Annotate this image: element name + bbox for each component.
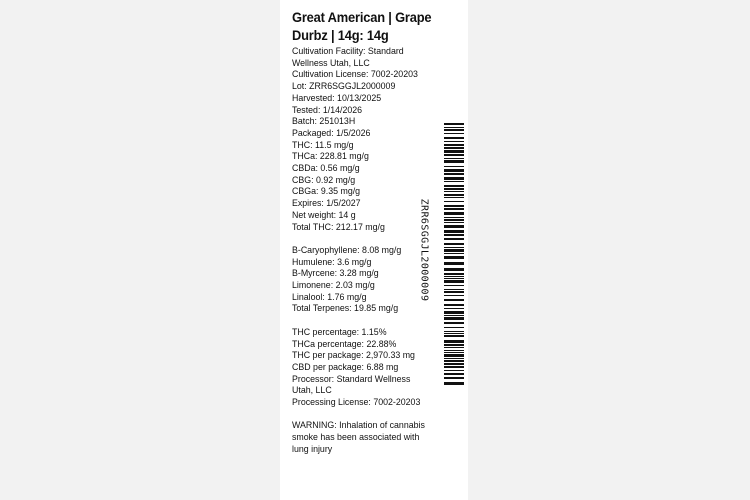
barcode-bar — [444, 347, 464, 348]
barcode-bar — [444, 352, 464, 353]
barcode-bar — [444, 173, 464, 175]
label-detail-line: Cultivation License: 7002-20203 — [292, 68, 418, 80]
barcode-bar — [444, 243, 464, 245]
barcode-bar — [444, 289, 464, 290]
barcode-bar — [444, 304, 464, 306]
barcode-bar — [444, 169, 464, 172]
label-detail-line: Wellness Utah, LLC — [292, 56, 370, 68]
label-detail-line: Utah, LLC — [292, 384, 332, 396]
barcode-bar — [444, 354, 464, 357]
barcode-bar — [444, 253, 464, 254]
barcode-bar — [444, 366, 464, 368]
barcode-bar — [444, 382, 464, 385]
barcode-bar — [444, 133, 464, 134]
label-detail-line: B-Caryophyllene: 8.08 mg/g — [292, 243, 402, 255]
barcode-bar — [444, 308, 464, 309]
barcode-bar — [444, 197, 464, 198]
barcode-bar — [444, 262, 464, 265]
barcode-bar — [444, 194, 464, 196]
barcode-bar — [444, 331, 464, 332]
barcode-bar — [444, 363, 464, 365]
label-detail-line: THC percentage: 1.15% — [292, 325, 387, 337]
barcode-bar — [444, 327, 464, 328]
label-detail-line: Batch: 251013H — [292, 115, 356, 127]
label-detail-line: CBD per package: 6.88 mg — [292, 360, 399, 372]
barcode-bar — [444, 291, 464, 293]
barcode-bar — [444, 377, 464, 379]
barcode-bar — [444, 317, 464, 320]
label-detail-line: Linalool: 1.76 mg/g — [292, 290, 367, 302]
barcode-bar — [444, 234, 464, 236]
barcode-bar — [444, 350, 464, 351]
label-detail-line: B-Myrcene: 3.28 mg/g — [292, 267, 379, 279]
barcode-bar — [444, 123, 464, 125]
product-label — [280, 0, 468, 500]
label-detail-line: Limonene: 2.03 mg/g — [292, 279, 375, 291]
barcode-bar — [444, 276, 464, 277]
barcode-bar — [444, 185, 464, 187]
label-detail-line: Net weight: 14 g — [292, 208, 356, 220]
barcode-bars — [444, 123, 464, 385]
barcode-bar — [444, 225, 464, 228]
product-title — [292, 8, 448, 44]
barcode-bar — [444, 230, 464, 233]
label-detail-line: Processor: Standard Wellness — [292, 372, 411, 384]
barcode-bar — [444, 158, 464, 159]
label-detail-line: Total THC: 212.17 mg/g — [292, 220, 385, 232]
label-detail-line: THCa percentage: 22.88% — [292, 337, 397, 349]
label-detail-line: Lot: ZRR6SGGJL2000009 — [292, 80, 396, 92]
barcode-bar — [444, 247, 464, 248]
barcode-bar — [444, 177, 464, 180]
label-detail-line: THC per package: 2,970.33 mg — [292, 349, 415, 361]
barcode-bar — [444, 280, 464, 283]
label-detail-line: Processing License: 7002-20203 — [292, 396, 421, 408]
barcode-bar — [444, 208, 464, 210]
label-detail-line: smoke has been associated with — [292, 431, 420, 443]
label-detail-line: Packaged: 1/5/2026 — [292, 126, 371, 138]
barcode-bar — [444, 201, 464, 202]
barcode-bar — [444, 373, 464, 375]
barcode-bar — [444, 217, 464, 218]
label-detail-line: Harvested: 10/13/2025 — [292, 91, 382, 103]
barcode-bar — [444, 256, 464, 259]
barcode — [444, 123, 464, 385]
barcode-bar — [444, 370, 464, 371]
barcode-bar — [444, 285, 464, 286]
barcode-bar — [444, 219, 464, 221]
barcode-bar — [444, 127, 464, 128]
barcode-bar — [444, 154, 464, 156]
barcode-bar — [444, 295, 464, 296]
barcode-bar — [444, 191, 464, 192]
label-spacer — [292, 408, 452, 420]
barcode-bar — [444, 278, 464, 279]
barcode-bar — [444, 222, 464, 223]
barcode-bar — [444, 322, 464, 324]
label-detail-line: Expires: 1/5/2027 — [292, 197, 361, 209]
label-detail-line: THCa: 228.81 mg/g — [292, 150, 369, 162]
barcode-bar — [444, 344, 464, 346]
label-detail-line: WARNING: Inhalation of cannabis — [292, 419, 425, 431]
title-line-2: Durbz | 14g: 14g — [292, 27, 389, 43]
barcode-bar — [444, 160, 464, 163]
barcode-bar — [444, 181, 464, 182]
barcode-bar — [444, 333, 464, 334]
barcode-bar — [444, 212, 464, 215]
barcode-bar — [444, 166, 464, 167]
barcode-bar — [444, 311, 464, 314]
barcode-bar — [444, 238, 464, 240]
label-detail-line: Tested: 1/14/2026 — [292, 103, 363, 115]
barcode-number: ZRR6SGGJL2000009 — [418, 198, 430, 302]
label-detail-line: CBDa: 0.56 mg/g — [292, 162, 360, 174]
barcode-bar — [444, 315, 464, 316]
barcode-bar — [444, 205, 464, 207]
label-spacer — [292, 314, 452, 326]
title-line-1: Great American | Grape — [292, 9, 432, 25]
barcode-bar — [444, 273, 464, 275]
barcode-bar — [444, 358, 464, 359]
barcode-bar — [444, 340, 464, 343]
label-detail-line: Humulene: 3.6 mg/g — [292, 255, 372, 267]
barcode-bar — [444, 137, 464, 139]
label-detail-line: CBGa: 9.35 mg/g — [292, 185, 361, 197]
barcode-bar — [444, 268, 464, 271]
barcode-bar — [444, 360, 464, 362]
label-detail-line: Cultivation Facility: Standard — [292, 45, 404, 56]
label-detail-line: CBG: 0.92 mg/g — [292, 173, 356, 185]
label-detail-line: THC: 11.5 mg/g — [292, 138, 354, 150]
barcode-bar — [444, 249, 464, 252]
barcode-bar — [444, 335, 464, 337]
barcode-bar — [444, 144, 464, 146]
label-detail-line: Total Terpenes: 19.85 mg/g — [292, 302, 399, 314]
barcode-bar — [444, 141, 464, 142]
label-detail-line: lung injury — [292, 442, 333, 454]
barcode-bar — [444, 188, 464, 190]
barcode-bar — [444, 129, 464, 131]
barcode-bar — [444, 150, 464, 153]
barcode-bar — [444, 299, 464, 301]
barcode-bar — [444, 147, 464, 149]
